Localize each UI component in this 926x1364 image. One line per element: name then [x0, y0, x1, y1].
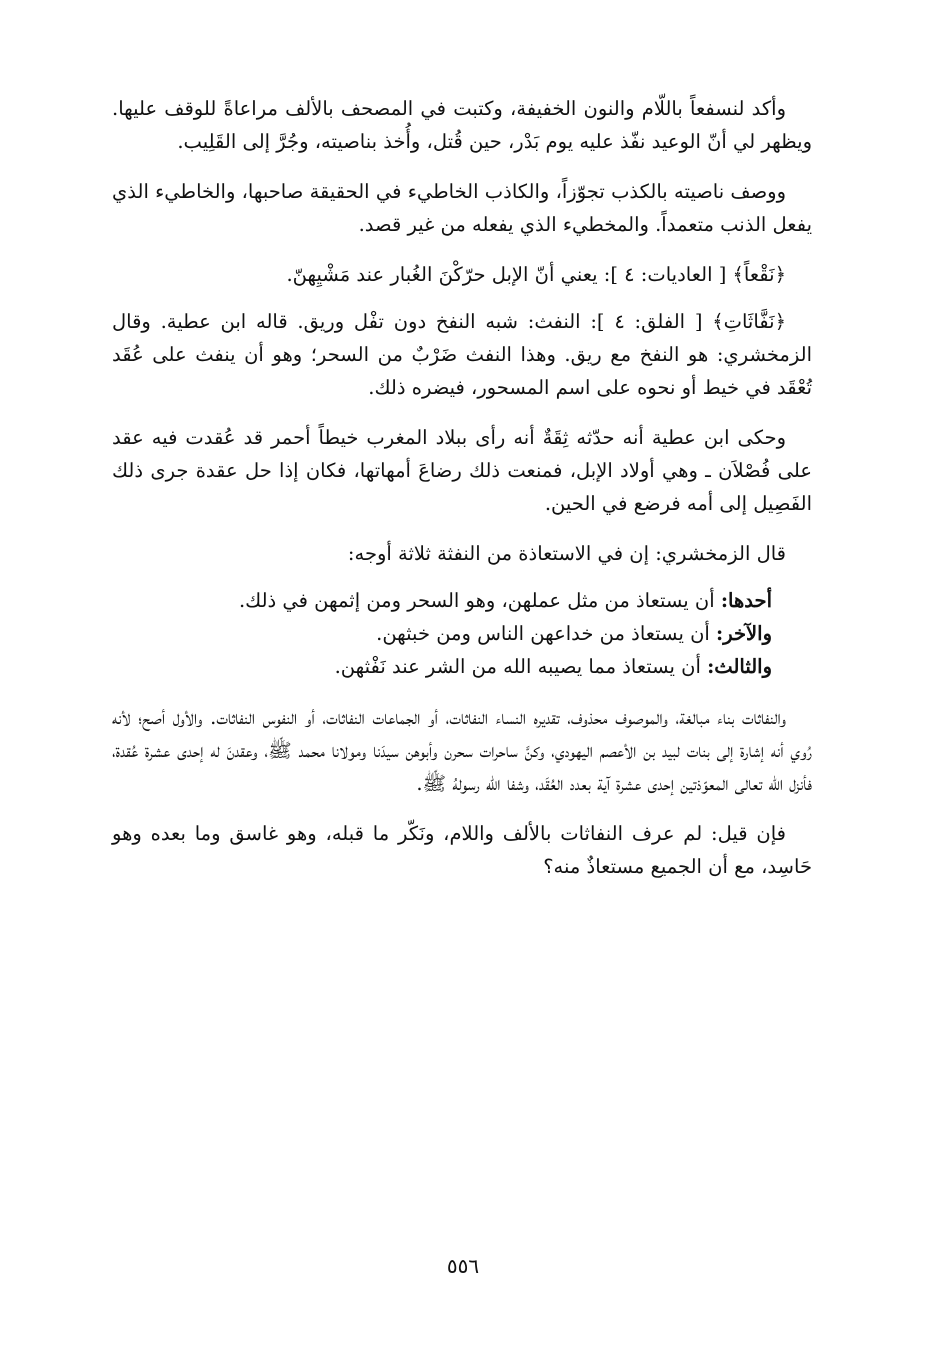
aspect-third-label: والثالث:	[707, 655, 772, 678]
zamakhshari-intro: قال الزمخشري: إن في الاستعاذة من النفثة ثلاثة أوجه:	[347, 542, 786, 565]
aspect-third-text: أن يستعاذ مما يصيبه الله من الشر عند نَفْثهن.	[334, 655, 708, 678]
aspect-first-label: أحدها:	[720, 589, 772, 612]
paragraph-ibn-atiyya: وحكى ابن عطية أنه حدّثه ثِقَةٌ أنه رأى ببلاد المغرب خيطاً أحمر قد عُقدت فيه عقد على فُصْلاَن ـ وهي أولاد الإبل، فمنعت ذلك رضاعَ أمهاتها، فكان إذا حل عقدة جرى ذلك الفَصِيل إلى أمه فرضع في الحين.	[112, 426, 812, 515]
aspect-second-text: أن يستعاذ من خداعهن الناس ومن خبثهن.	[376, 622, 717, 645]
aspects-list	[112, 584, 812, 683]
aspect-second	[112, 617, 812, 650]
paragraph-naqan: ﴿نَقْعاً﴾ [ العاديات: ٤ ]: يعني أنّ الإبل حرّكْنَ الغُبار عند مَشْيِهنّ.	[286, 263, 786, 286]
paragraph-question: فإن قيل: لم عرف النفاثات بالألف واللام، ونَكّر ما قبله، وهو غاسق وما بعده وهو حَاسِد، مع أن الجميع مستعاذٌ منه؟	[112, 822, 812, 878]
paragraph-nasiya: ووصف ناصيته بالكذب تجوّزاً، والكاذب الخاطيء في الحقيقة صاحبها، والخاطيء الذي يفعل الذنب متعمداً. والمخطيء الذي يفعله من غير قصد.	[112, 180, 812, 236]
paragraph-nasfa: وأكد لنسفعاً باللّام والنون الخفيفة، وكتبت في المصحف بالألف مراعاةً للوقف عليها. ويظهر لي أنّ الوعيد نفّذ عليه يوم بَدْر، حين قُتل، وأُخذ بناصيته، وجُرَّ إلى القَلِيب.	[112, 97, 812, 153]
paragraph-naffathat: ﴿نَفَّاثَاتِ﴾ [ الفلق: ٤ ]: النفث: شبه النفخ دون تفْل وريق. قاله ابن عطية. وقال الزمخشري: هو النفخ مع ريق. وهذا النفث ضَرْبٌ من السحر؛ وهو أن ينفث على عُقَد تُعْقَد في خيط أو نحوه على اسم المسحور، فيضره ذلك.	[112, 310, 812, 399]
aspect-second-label: والآخر:	[716, 622, 772, 645]
page-number: ٥٥٦	[446, 1254, 480, 1278]
paragraph-naffathat-meaning: والنفاثات بناء مبالغة، والموصوف محذوف، تقديره النساء النفاثات، أو الجماعات النفاثات، أو النفوس النفاثات. والأول أصح؛ لأنه رُوي أنه إشارة إلى بنات لبيد بن الأعصم اليهودي، وكنَّ ساحرات سحرن وأبوهن سيدَنا ومولانا محمد ﷺ، وعقدنَ له إحدى عشرة عُقدة، فأنزل الله تعالى المعوّذتين إحدى عشرة آية بعدد العُقَد، وشفا الله رسولهُ ﷺ.	[112, 706, 812, 795]
aspect-first-text: أن يستعاذ من مثل عملهن، وهو السحر ومن إثمهن في ذلك.	[238, 589, 721, 612]
aspect-first	[112, 584, 812, 617]
page-body	[112, 92, 812, 900]
aspect-third	[112, 650, 812, 683]
